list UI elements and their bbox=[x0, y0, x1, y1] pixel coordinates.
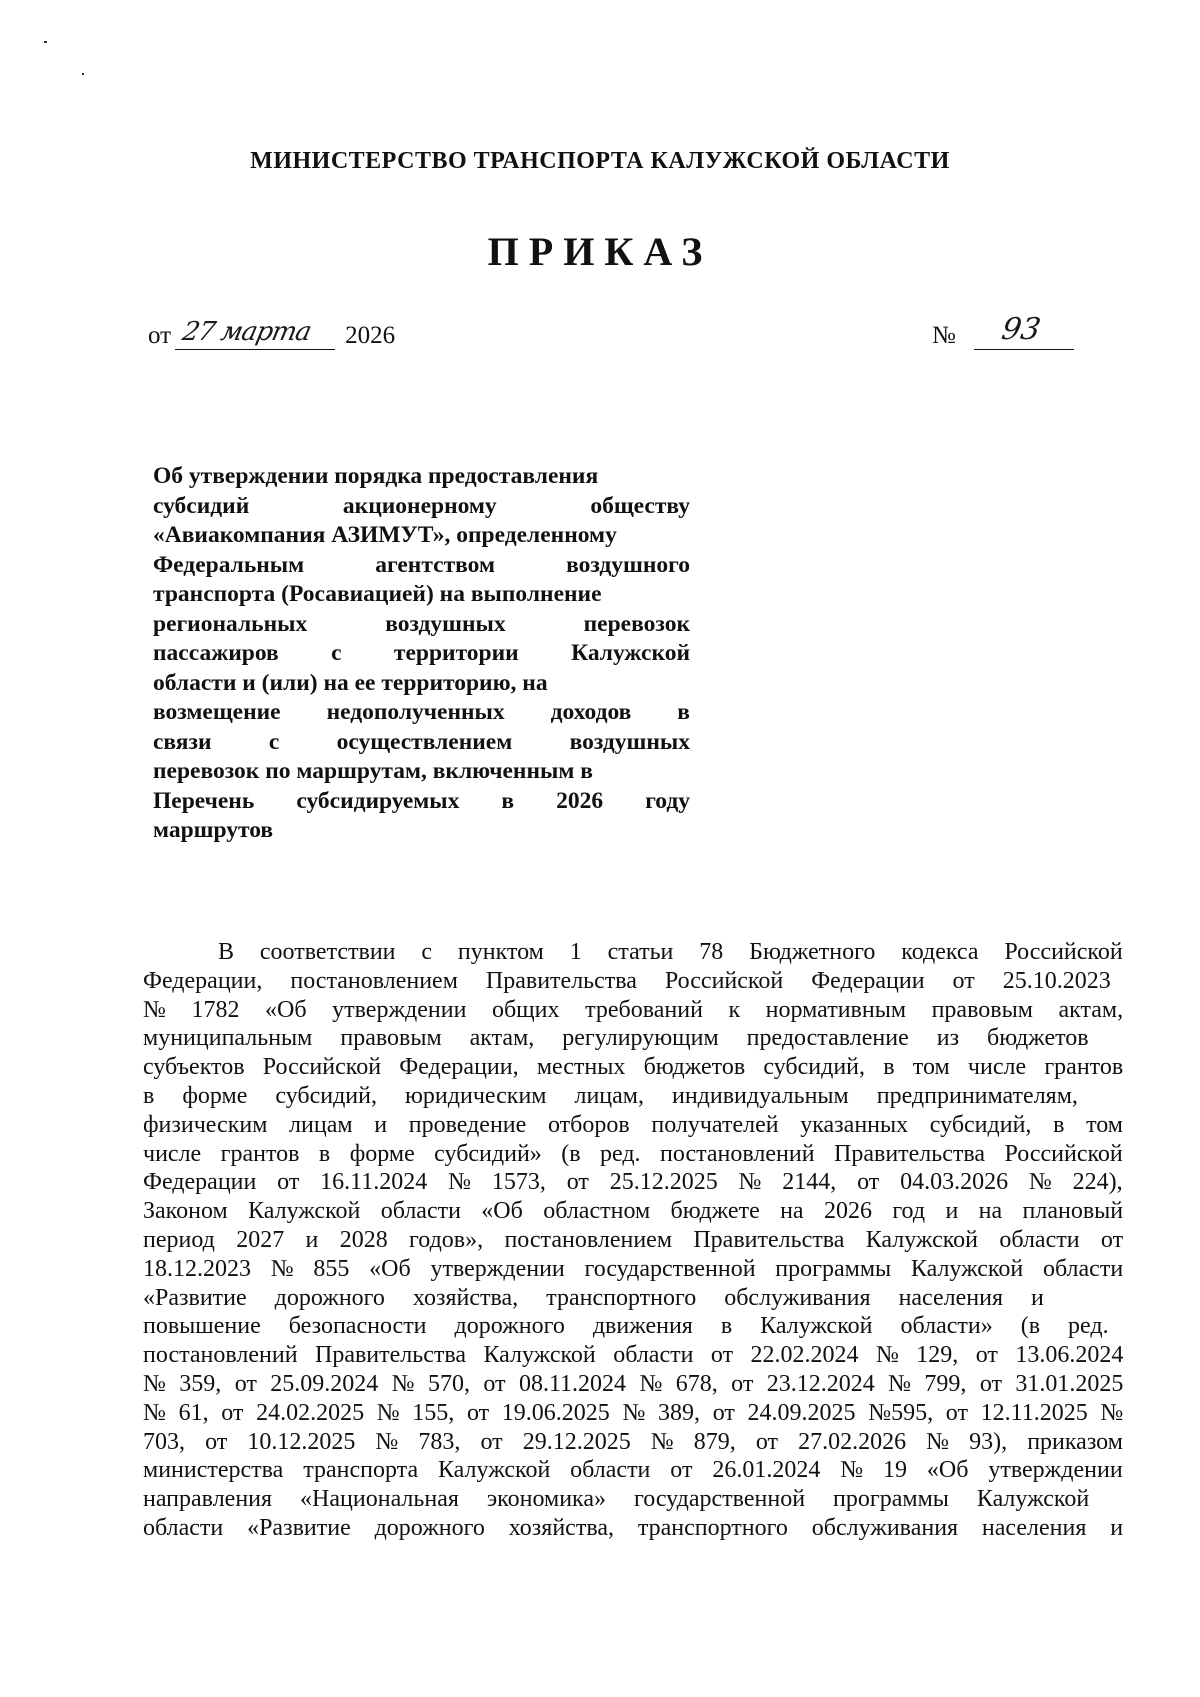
subject-word: воздушных bbox=[569, 728, 690, 755]
body-line: № 1782 «Об утверждении общих требований к нормативным правовым актам, bbox=[143, 996, 1124, 1023]
subject-word: возмещение bbox=[153, 699, 281, 725]
body-line: № 359, от 25.09.2024 № 570, от 08.11.2024 № 678, от 23.12.2024 № 799, от 31.01.2025 bbox=[143, 1370, 1124, 1397]
body-line: 703, от 10.12.2025 № 783, от 29.12.2025 № 879, от 27.02.2026 № 93), приказом bbox=[143, 1428, 1123, 1455]
subject-line bbox=[153, 669, 690, 699]
subject-word: Об утверждении порядка предоставления bbox=[153, 463, 599, 489]
body-line: муниципальным правовым актам, регулирующим предоставление из бюджетов bbox=[143, 1025, 1089, 1052]
subject-line bbox=[153, 698, 690, 728]
subject-word: региональных bbox=[153, 610, 308, 637]
body-line: направления «Национальная экономика» государственной программы Калужской bbox=[143, 1486, 1090, 1513]
subject-line bbox=[153, 816, 690, 846]
handwritten-number: 93 bbox=[998, 312, 1044, 347]
order-number bbox=[932, 312, 1074, 350]
subject-word: «Авиакомпания АЗИМУТ», определенному bbox=[153, 522, 617, 548]
body-line: числе грантов в форме субсидий» (в ред. постановлений Правительства Российской bbox=[143, 1140, 1123, 1167]
body-line: области «Развитие дорожного хозяйства, транспортного обслуживания населения и bbox=[143, 1514, 1124, 1541]
subject-line bbox=[153, 639, 690, 669]
subject-word: недополученных bbox=[326, 699, 505, 725]
subject-line bbox=[153, 757, 690, 787]
body-line: Федерации от 16.11.2024 № 1573, от 25.12.2025 № 2144, от 04.03.2026 № 224), bbox=[143, 1169, 1123, 1196]
number-blank bbox=[974, 312, 1074, 350]
body-line: «Развитие дорожного хозяйства, транспортного обслуживания населения и bbox=[143, 1284, 1044, 1311]
subject-word: субсидируемых bbox=[296, 787, 460, 814]
date-blank bbox=[175, 317, 335, 350]
scan-speck bbox=[82, 73, 84, 75]
order-date bbox=[148, 317, 396, 350]
body-line: № 61, от 24.02.2025 № 155, от 19.06.2025 № 389, от 24.09.2025 №595, от 12.11.2025 № bbox=[143, 1399, 1124, 1426]
subject-word: Перечень bbox=[153, 787, 255, 814]
order-subject bbox=[153, 462, 690, 846]
subject-line bbox=[153, 580, 690, 610]
body-line: субъектов Российской Федерации, местных бюджетов субсидий, в том числе грантов bbox=[143, 1054, 1124, 1081]
subject-word: воздушных bbox=[385, 610, 506, 637]
subject-line bbox=[153, 787, 690, 817]
number-label: № bbox=[932, 322, 956, 349]
document-title: ПРИКАЗ bbox=[487, 229, 713, 274]
subject-word: в bbox=[501, 787, 515, 814]
subject-word: территории bbox=[393, 640, 519, 666]
subject-word: пассажиров bbox=[153, 640, 279, 666]
subject-word: году bbox=[645, 787, 690, 814]
subject-line bbox=[153, 551, 690, 581]
subject-word: доходов bbox=[550, 699, 632, 725]
subject-word: транспорта (Росавиацией) на выполнение bbox=[153, 581, 602, 607]
subject-line bbox=[153, 521, 690, 551]
subject-line bbox=[153, 728, 690, 758]
subject-line bbox=[153, 610, 690, 640]
subject-word: Федеральным bbox=[153, 551, 305, 578]
subject-word: 2026 bbox=[556, 787, 604, 814]
subject-word: акционерному bbox=[342, 492, 497, 519]
body-line: период 2027 и 2028 годов», постановлением Правительства Калужской области от bbox=[143, 1226, 1124, 1253]
subject-word: воздушного bbox=[566, 551, 690, 578]
subject-word: осуществлением bbox=[336, 728, 513, 755]
subject-line bbox=[153, 492, 690, 522]
subject-word: связи bbox=[153, 728, 212, 755]
handwritten-date: 27 марта bbox=[179, 317, 314, 347]
body-line: постановлений Правительства Калужской области от 22.02.2024 № 129, от 13.06.2024 bbox=[143, 1342, 1124, 1369]
subject-word: с bbox=[268, 728, 280, 755]
body-line: в форме субсидий, юридическим лицам, индивидуальным предпринимателям, bbox=[143, 1082, 1078, 1109]
date-prefix: от bbox=[148, 322, 172, 349]
subject-word: обществу bbox=[590, 492, 690, 519]
subject-line bbox=[153, 462, 690, 492]
body-line: 18.12.2023 № 855 «Об утверждении государственной программы Калужской области bbox=[143, 1255, 1124, 1282]
subject-word: агентством bbox=[375, 551, 495, 578]
subject-word: перевозок по маршрутам, включенным в bbox=[153, 758, 593, 784]
ministry-name: МИНИСТЕРСТВО ТРАНСПОРТА КАЛУЖСКОЙ ОБЛАСТИ bbox=[250, 148, 950, 174]
date-year: 2026 bbox=[345, 322, 396, 349]
body-line: В соответствии с пунктом 1 статьи 78 Бюджетного кодекса Российской bbox=[218, 939, 1123, 965]
subject-word: перевозок bbox=[583, 610, 690, 637]
subject-word: в bbox=[677, 699, 690, 725]
body-line: физическим лицам и проведение отборов получателей указанных субсидий, в том bbox=[143, 1111, 1123, 1138]
subject-word: с bbox=[331, 640, 342, 666]
body-line: Федерации, постановлением Правительства Российской Федерации от 25.10.2023 bbox=[143, 967, 1111, 994]
subject-word: области и (или) на ее территорию, на bbox=[153, 669, 548, 696]
body-line: министерства транспорта Калужской области от 26.01.2024 № 19 «Об утверждении bbox=[143, 1457, 1123, 1484]
subject-word: Калужской bbox=[571, 640, 690, 666]
subject-word: маршрутов bbox=[153, 817, 274, 843]
subject-word: субсидий bbox=[153, 492, 250, 519]
order-body bbox=[143, 938, 1123, 1543]
body-line: повышение безопасности дорожного движения в Калужской области» (в ред. bbox=[143, 1313, 1109, 1340]
scan-speck bbox=[44, 41, 47, 43]
body-line: Законом Калужской области «Об областном бюджете на 2026 год и на плановый bbox=[143, 1198, 1124, 1225]
